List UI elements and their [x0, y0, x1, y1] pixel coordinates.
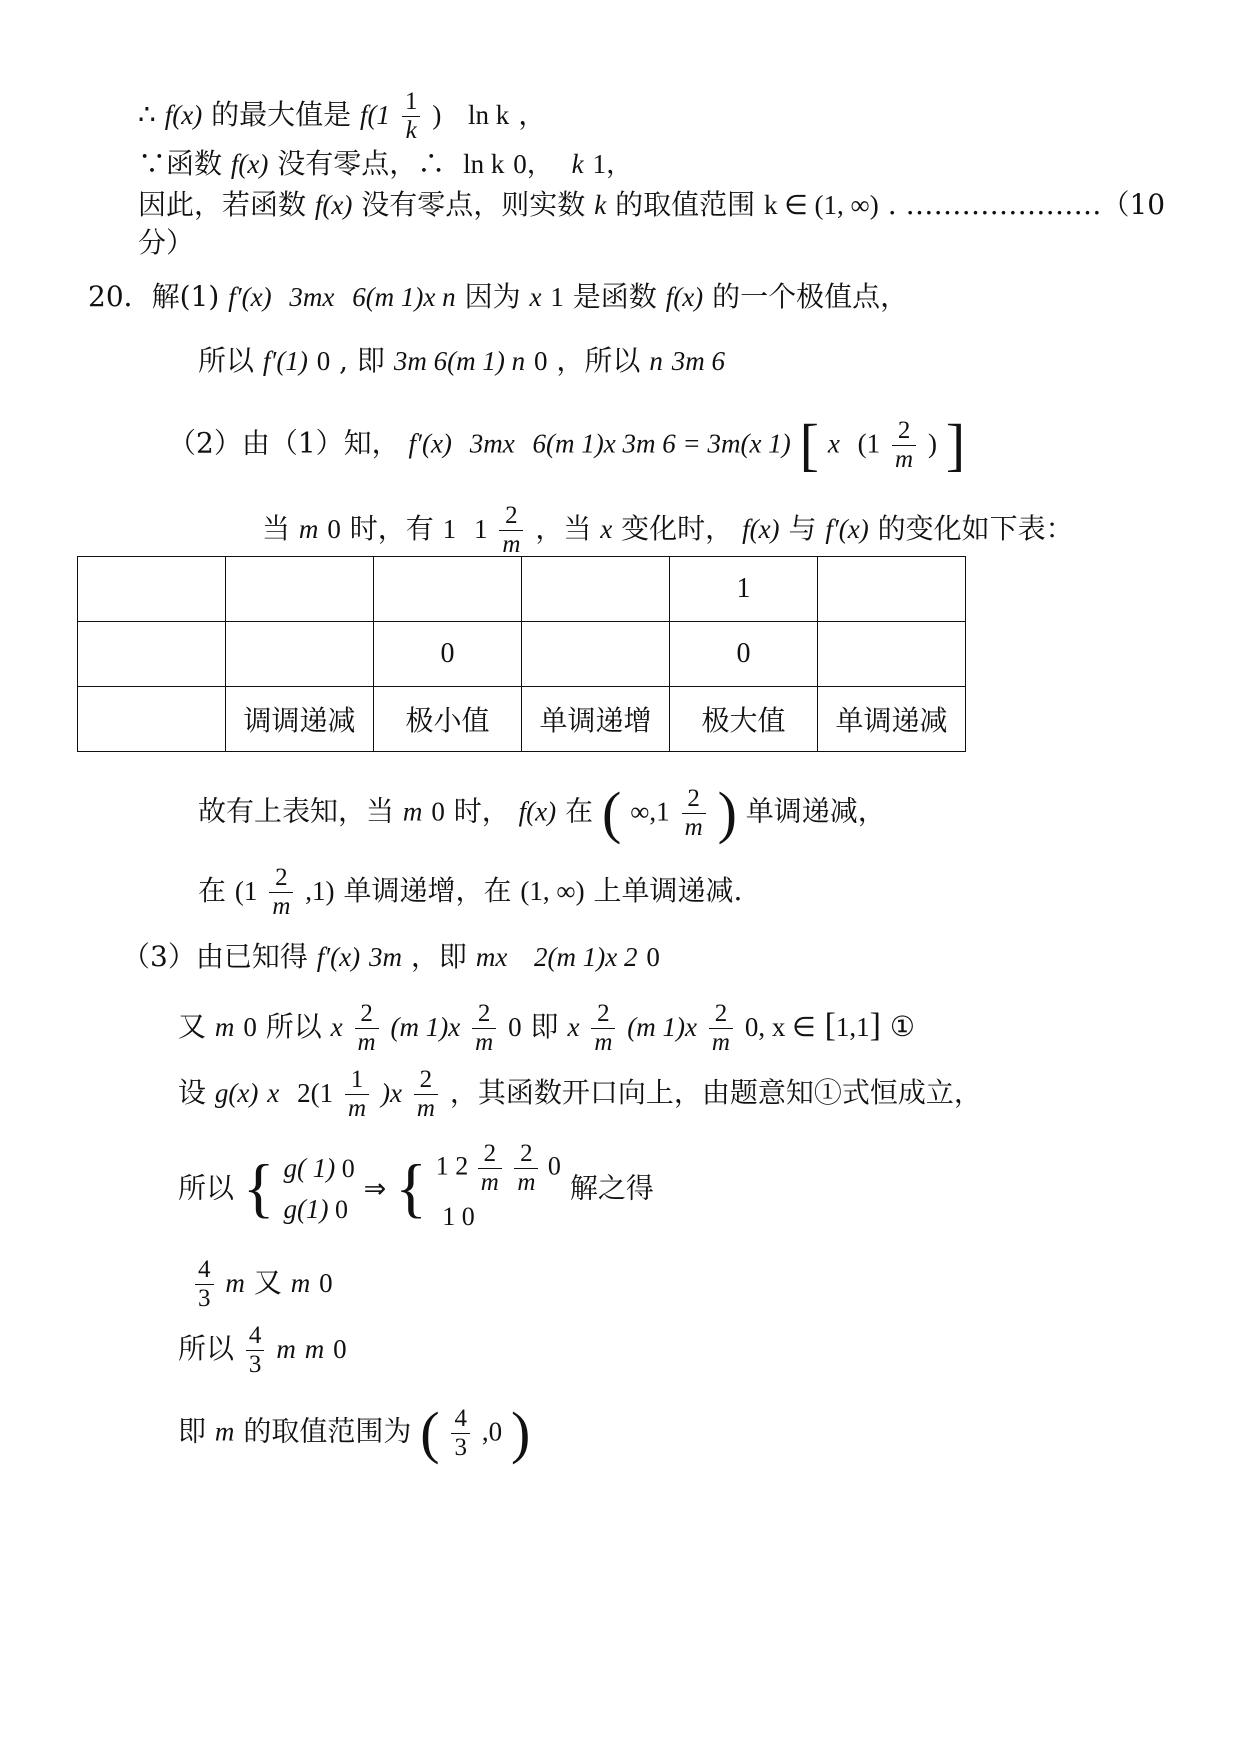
- text: , 即: [339, 344, 385, 377]
- math: 3mx: [469, 428, 515, 459]
- math: 0: [341, 1153, 355, 1183]
- line-17: [178, 1400, 531, 1465]
- table-cell: 1: [670, 557, 818, 622]
- text: 在: [565, 794, 594, 828]
- text: 即: [178, 1414, 207, 1448]
- text: . …………………（10: [887, 188, 1166, 221]
- text: 变化时，: [621, 512, 734, 545]
- text: 在: [198, 874, 227, 907]
- denominator: m: [475, 1029, 494, 1056]
- math: 3mx: [289, 282, 335, 312]
- implies-arrow: ⇒: [363, 1173, 387, 1204]
- math: 6(m 1)x n: [352, 282, 456, 312]
- table-cell: [522, 557, 670, 622]
- numerator: 2: [355, 1000, 379, 1029]
- math: m: [402, 796, 423, 827]
- math: m: [214, 1012, 235, 1042]
- table-cell: [78, 557, 226, 622]
- denominator: m: [895, 445, 914, 473]
- left-bracket: [: [799, 412, 819, 477]
- denominator: m: [502, 531, 521, 558]
- math: x: [529, 282, 542, 312]
- table-row: [78, 687, 966, 752]
- text: 与: [788, 512, 817, 545]
- line-5: [88, 280, 908, 314]
- math: f(1: [360, 100, 391, 130]
- math: ): [432, 100, 442, 130]
- denominator: 3: [198, 1285, 211, 1312]
- math: 3m: [369, 942, 403, 972]
- fraction: [246, 1322, 265, 1379]
- denominator: 3: [248, 1351, 262, 1378]
- text: 上单调递减.: [593, 874, 743, 907]
- fraction: [682, 785, 706, 842]
- math: 0, x ∈: [744, 1012, 816, 1042]
- math: f′(1): [262, 346, 308, 376]
- math: (1: [857, 428, 881, 459]
- math: n: [649, 346, 663, 376]
- text: 解之得: [569, 1171, 654, 1205]
- math: 0: [533, 346, 548, 376]
- text: 时，有: [349, 512, 434, 545]
- math: x: [330, 1012, 343, 1042]
- math: 3m 6(m 1) n: [393, 346, 526, 376]
- table-cell: 单调递增: [522, 687, 670, 752]
- math: 1 2: [435, 1151, 469, 1181]
- numerator: 2: [709, 1000, 733, 1029]
- table-cell: 0: [374, 622, 522, 687]
- math: 0: [508, 1012, 522, 1042]
- math: 0: [461, 1202, 475, 1231]
- text: 单调递减，: [745, 794, 886, 828]
- text: 20．解(1): [88, 280, 220, 313]
- math: m: [225, 1268, 245, 1298]
- math: g(1): [283, 1193, 329, 1224]
- fraction: [402, 88, 421, 145]
- denominator: m: [711, 1029, 730, 1056]
- line-12: [178, 1000, 915, 1057]
- text: （3）由已知得: [122, 940, 308, 973]
- text: （2）由（1）知，: [168, 426, 400, 460]
- line-1: [138, 88, 546, 145]
- text: 的取值范围为: [243, 1414, 412, 1448]
- left-brace: {: [395, 1151, 427, 1225]
- math: 1,1: [835, 1012, 870, 1042]
- fraction: [892, 417, 916, 474]
- text: 时，: [453, 794, 510, 828]
- text: 所以: [198, 344, 255, 377]
- text: ，其函数开口向上，由题意知①式恒成立，: [449, 1076, 982, 1109]
- table-cell: [78, 622, 226, 687]
- numerator: 2: [591, 1000, 615, 1029]
- variation-table: [77, 556, 966, 752]
- text: 的一个极值点，: [712, 280, 909, 313]
- table-cell: [818, 557, 966, 622]
- math: x: [827, 428, 840, 459]
- text: 没有零点，∴: [277, 147, 446, 180]
- math: k: [594, 190, 607, 220]
- denominator: m: [480, 1169, 499, 1196]
- math: x: [567, 1012, 580, 1042]
- denominator: 3: [454, 1433, 467, 1461]
- math: ∞,1: [630, 796, 670, 827]
- math: 2(1: [297, 1078, 334, 1108]
- text: 因为: [464, 280, 521, 313]
- text: ，当: [535, 512, 592, 545]
- therefore-symbol: ∴: [138, 98, 156, 131]
- math: f(x): [665, 282, 704, 312]
- line-14: [178, 1140, 654, 1237]
- text: ∵函数: [138, 147, 223, 180]
- numerator: 1: [402, 88, 421, 117]
- denominator: m: [357, 1029, 376, 1056]
- math: f′(x): [825, 514, 869, 544]
- text: 没有零点，则实数: [361, 188, 586, 221]
- circled-one-marker: ①: [889, 1010, 915, 1043]
- right-paren: ): [717, 780, 737, 845]
- table-cell: [818, 622, 966, 687]
- math: (m 1)x: [390, 1012, 461, 1042]
- math: 0: [333, 1334, 347, 1364]
- left-brace: {: [242, 1151, 275, 1225]
- math: 6(m 1)x 3m 6 = 3m(x 1): [532, 428, 791, 459]
- text: 当: [262, 512, 291, 545]
- math: m: [298, 514, 319, 544]
- text: 的变化如下表：: [877, 512, 1074, 545]
- math: 1: [550, 282, 564, 312]
- math: 0: [319, 1268, 333, 1298]
- line-10: [198, 864, 742, 921]
- right-bracket: ]: [945, 412, 966, 477]
- text: 所以: [265, 1010, 322, 1043]
- right-paren: ): [511, 1400, 531, 1465]
- math: 1: [442, 1202, 456, 1231]
- text: 单调递增，在: [343, 874, 512, 907]
- numerator: 2: [472, 1000, 496, 1029]
- table-cell: [226, 557, 374, 622]
- math: m: [290, 1268, 311, 1298]
- math: 1: [473, 514, 488, 544]
- text: 分）: [138, 226, 195, 259]
- table-cell: 极大值: [670, 687, 818, 752]
- text: 的取值范围: [615, 188, 756, 221]
- line-9: [198, 780, 886, 845]
- table-cell: [78, 687, 226, 752]
- numerator: 2: [499, 502, 523, 531]
- math: f(x): [230, 149, 269, 179]
- math: (1, ∞): [520, 876, 585, 906]
- text: 即: [530, 1010, 559, 1043]
- math: )x: [380, 1078, 402, 1108]
- fraction: [355, 1000, 379, 1057]
- denominator: m: [348, 1095, 367, 1122]
- table-cell: 单调递减: [818, 687, 966, 752]
- math: 0，: [513, 149, 554, 179]
- math: ,0: [481, 1416, 503, 1447]
- math: f′(x): [316, 942, 361, 972]
- numerator: 4: [246, 1322, 265, 1351]
- math: 0: [335, 1194, 348, 1224]
- numerator: 1: [345, 1066, 369, 1095]
- numerator: 2: [414, 1066, 438, 1095]
- line-16: [178, 1322, 347, 1379]
- inequality-system: [284, 1148, 355, 1230]
- denominator: m: [594, 1029, 613, 1056]
- denominator: m: [684, 813, 703, 841]
- fraction: [269, 864, 293, 921]
- denominator: k: [405, 117, 417, 144]
- fraction: [345, 1066, 369, 1123]
- line-2: [138, 147, 633, 181]
- text: 所以: [178, 1332, 235, 1365]
- math: f′(x): [408, 428, 452, 459]
- fraction: [195, 1256, 214, 1313]
- table-row: [78, 557, 966, 622]
- numerator: 2: [269, 864, 293, 893]
- table-cell: [522, 622, 670, 687]
- line-7: [168, 412, 966, 477]
- text: 所以: [178, 1171, 235, 1205]
- line-4: [138, 226, 194, 260]
- numerator: 2: [514, 1140, 538, 1169]
- text: 又: [178, 1010, 207, 1043]
- math: m: [214, 1416, 235, 1447]
- line-6: [198, 344, 725, 378]
- table-cell: [226, 622, 374, 687]
- line-8: [262, 502, 1074, 559]
- text: 的最大值是: [211, 98, 352, 131]
- left-paren: (: [601, 780, 622, 845]
- table-cell: 调调递减: [226, 687, 374, 752]
- inequality-system: [436, 1140, 561, 1237]
- table-cell: 0: [670, 622, 818, 687]
- text: 又: [253, 1266, 282, 1299]
- fraction: [514, 1140, 538, 1197]
- math: x: [600, 514, 613, 544]
- math: g(x): [214, 1078, 259, 1108]
- line-3: [138, 188, 1165, 222]
- math: m: [276, 1334, 296, 1364]
- math: 3m 6: [671, 346, 725, 376]
- math: 2(m 1)x 2: [534, 942, 638, 972]
- text: 因此，若函数: [138, 188, 307, 221]
- numerator: 2: [682, 785, 706, 814]
- right-bracket: ]: [869, 1007, 881, 1044]
- text: ，: [518, 98, 547, 131]
- numerator: 2: [892, 417, 916, 446]
- math: f′(x): [228, 282, 272, 312]
- math: (1: [234, 876, 258, 906]
- math: 0: [327, 514, 341, 544]
- math: f(x): [164, 100, 203, 130]
- table-cell: [374, 557, 522, 622]
- text: ，即: [410, 940, 467, 973]
- math: g( 1): [283, 1152, 336, 1183]
- math: k ∈ (1, ∞): [764, 190, 879, 220]
- fraction: [451, 1405, 470, 1462]
- numerator: 4: [451, 1405, 470, 1434]
- math: 0: [646, 942, 660, 972]
- numerator: 4: [195, 1256, 214, 1285]
- denominator: m: [416, 1095, 435, 1122]
- text: 设: [178, 1076, 207, 1109]
- fraction: [478, 1140, 502, 1197]
- text: ，所以: [556, 344, 641, 377]
- fraction: [709, 1000, 733, 1057]
- math: 0: [243, 1012, 257, 1042]
- fraction: [414, 1066, 438, 1123]
- numerator: 2: [478, 1140, 502, 1169]
- left-bracket: [: [824, 1007, 836, 1044]
- table-row: [78, 622, 966, 687]
- math: (m 1)x: [627, 1012, 698, 1042]
- math: ln k: [468, 100, 510, 130]
- math: 0: [431, 796, 445, 827]
- math: m: [304, 1334, 325, 1364]
- table-cell: 极小值: [374, 687, 522, 752]
- fraction: [472, 1000, 496, 1057]
- line-15: [192, 1256, 333, 1313]
- denominator: m: [272, 893, 291, 920]
- math: f(x): [314, 190, 353, 220]
- denominator: m: [517, 1169, 536, 1196]
- math: k: [571, 149, 584, 179]
- fraction: [591, 1000, 615, 1057]
- math: mx: [475, 942, 508, 972]
- math: 0: [547, 1151, 561, 1181]
- math: 0: [316, 346, 331, 376]
- math: f(x): [518, 796, 557, 827]
- math: f(x): [742, 514, 780, 544]
- math: 1，: [592, 149, 633, 179]
- left-paren: (: [420, 1400, 440, 1465]
- math: 1: [442, 514, 457, 544]
- math: ln k: [463, 149, 505, 179]
- math: ,1): [305, 876, 335, 906]
- text: 故有上表知，当: [198, 794, 395, 828]
- text: 是函数: [572, 280, 657, 313]
- fraction: [499, 502, 523, 559]
- math: ): [928, 428, 937, 459]
- line-13: [178, 1066, 982, 1123]
- line-11: [122, 940, 660, 974]
- math: x: [267, 1078, 280, 1108]
